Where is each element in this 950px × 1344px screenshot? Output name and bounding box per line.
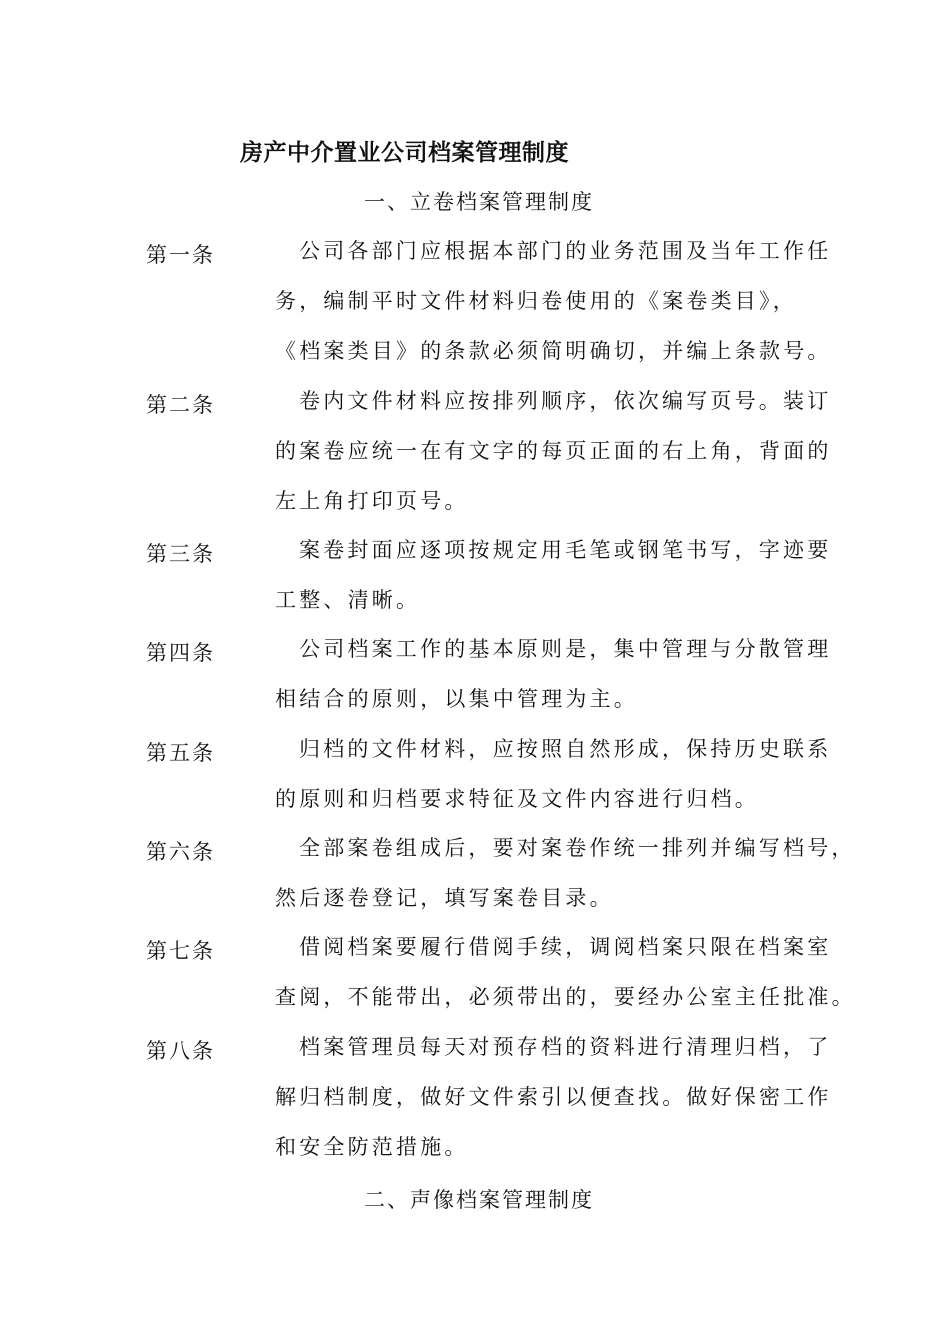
article-body [275, 724, 832, 824]
article-line: 相结合的原则，以集中管理为主。 [275, 687, 638, 711]
article-line: 《档案类目》的条款必须简明确切，并编上条款号。 [275, 339, 832, 363]
section-heading-2: 二、声像档案管理制度 [364, 1188, 594, 1212]
document-title: 房产中介置业公司档案管理制度 [240, 139, 569, 166]
article-line: 档案管理员每天对预存档的资料进行清理归档，了 [299, 1035, 832, 1059]
article-body [275, 226, 832, 376]
article-line: 工整、清晰。 [275, 588, 421, 612]
article-line: 案卷封面应逐项按规定用毛笔或钢笔书写，字迹要 [299, 538, 832, 562]
article-label: 第三条 [146, 542, 215, 566]
article-body [275, 922, 856, 1022]
article-line: 务，编制平时文件材料归卷使用的《案卷类目》， [275, 289, 797, 313]
section-heading-1: 一、立卷档案管理制度 [364, 190, 594, 214]
article-body [275, 823, 856, 923]
article-label: 第二条 [146, 393, 215, 417]
article-line: 全部案卷组成后，要对案卷作统一排列并编写档号， [299, 836, 856, 860]
article-line: 然后逐卷登记，填写案卷目录。 [275, 886, 614, 910]
article-line: 归档的文件材料，应按照自然形成，保持历史联系 [299, 737, 832, 761]
article-line: 借阅档案要履行借阅手续，调阅档案只限在档案室 [299, 935, 832, 959]
article-line: 卷内文件材料应按排列顺序，依次编写页号。装订 [299, 389, 832, 413]
article-label: 第七条 [146, 939, 215, 963]
article-line: 左上角打印页号。 [275, 489, 469, 513]
article-line: 公司各部门应根据本部门的业务范围及当年工作任 [299, 239, 832, 263]
article-line: 的原则和归档要求特征及文件内容进行归档。 [275, 787, 759, 811]
article-label: 第六条 [146, 840, 215, 864]
article-body [275, 624, 832, 724]
article-line: 的案卷应统一在有文字的每页正面的右上角，背面的 [275, 439, 832, 463]
article-body [275, 525, 832, 625]
article-label: 第一条 [146, 243, 215, 267]
article-body [275, 376, 832, 526]
article-line: 解归档制度，做好文件索引以便查找。做好保密工作 [275, 1085, 832, 1109]
article-label: 第八条 [146, 1039, 215, 1063]
article-line: 查阅，不能带出，必须带出的，要经办公室主任批准。 [275, 985, 856, 1009]
article-label: 第四条 [146, 641, 215, 665]
article-body [275, 1022, 832, 1172]
article-label: 第五条 [146, 741, 215, 765]
article-line: 公司档案工作的基本原则是，集中管理与分散管理 [299, 637, 832, 661]
article-line: 和安全防范措施。 [275, 1135, 469, 1159]
